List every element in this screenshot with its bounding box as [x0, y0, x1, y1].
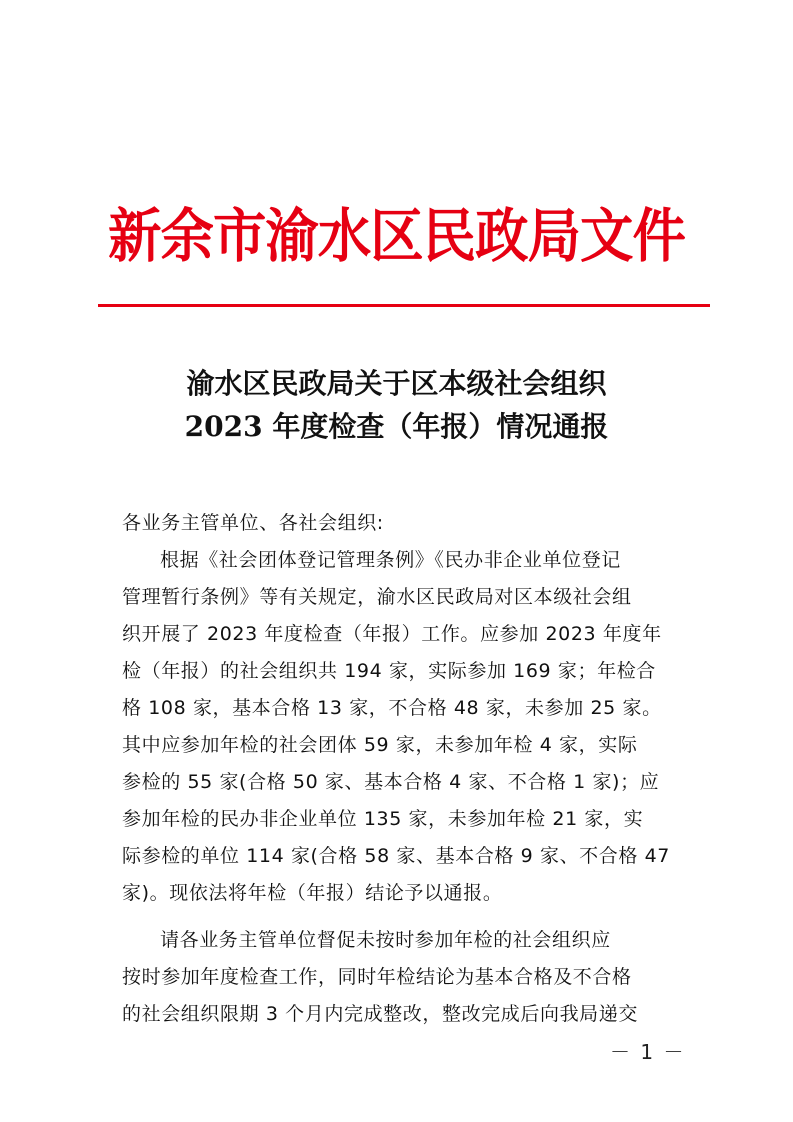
document-title-line-1: 渝水区民政局关于区本级社会组织: [186, 367, 607, 400]
paragraph-1-line-5: 格 108 家，基本合格 13 家，不合格 48 家，未参加 25 家。: [122, 697, 662, 719]
paragraph-2-line-2: 按时参加年度检查工作，同时年检结论为基本合格及不合格: [122, 966, 632, 988]
paragraph-2-line-3: 的社会组织限期 3 个月内完成整改，整改完成后向我局递交: [122, 1003, 638, 1025]
red-header-rule: [98, 304, 710, 307]
paragraph-1-line-8: 参加年检的民办非企业单位 135 家，未参加年检 21 家，实: [122, 808, 644, 830]
paragraph-1-line-6: 其中应参加年检的社会团体 59 家，未参加年检 4 家，实际: [122, 734, 638, 756]
paragraph-1-line-9: 际参检的单位 114 家(合格 58 家、基本合格 9 家、不合格 47: [122, 845, 670, 867]
paragraph-1-line-4: 检（年报）的社会组织共 194 家，实际参加 169 家；年检合: [122, 660, 656, 682]
paragraph-1-line-3: 织开展了 2023 年度检查（年报）工作。应参加 2023 年度年: [122, 623, 662, 645]
agency-header-title: 新余市渝水区民政局文件: [108, 202, 685, 270]
salutation: 各业务主管单位、各社会组织:: [122, 512, 384, 534]
paragraph-1-line-10: 家)。现依法将年检（年报）结论予以通报。: [122, 882, 503, 904]
page-number: － 1 －: [610, 1040, 686, 1064]
document-title-line-2: 2023 年度检查（年报）情况通报: [184, 410, 609, 443]
paragraph-1-line-7: 参检的 55 家(合格 50 家、基本合格 4 家、不合格 1 家)；应: [122, 771, 660, 793]
paragraph-1-line-1: 根据《社会团体登记管理条例》《民办非企业单位登记: [160, 549, 621, 571]
paragraph-1-line-2: 管理暂行条例》等有关规定，渝水区民政局对区本级社会组: [122, 586, 632, 608]
paragraph-2-line-1: 请各业务主管单位督促未按时参加年检的社会组织应: [160, 929, 611, 951]
